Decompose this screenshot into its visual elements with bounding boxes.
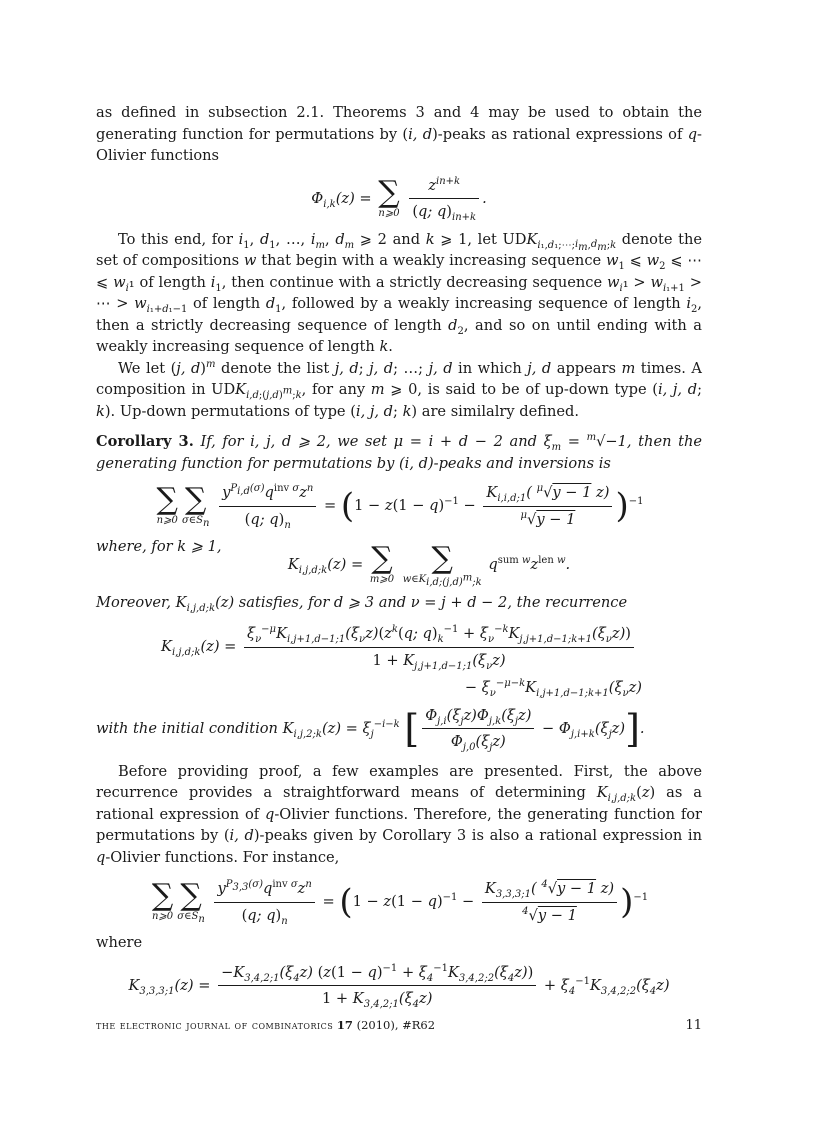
where-text: where, for k ⩾ 1, [96, 538, 222, 555]
journal-volume: 17 [336, 1018, 353, 1032]
where2-text: where [96, 934, 143, 951]
equation-k3331: $K_{3,3,3;1}(z)$ = $\frac{-K_{3,4,2;1}(\xi_4z) (z(1 - q)^{-1} + \xi_4^{-1}K_{3,4,2;2}(\xi_4z))}{1 + K_{3,4,2;1}(\xi_4z)}$ + $\xi_4^{-1}K_{3,4,2;2}(\xi_4z)$ [128, 962, 670, 1010]
paragraph-definition: To this end, for $i_1$, $d_1$, …, $i_m$, $d_m$ ⩾ 2 and k ⩾ 1, let $UDK_{i_1,d_1;\cdots;i_m,d_m;k}$ denote the set of compositions w that begin with a weakly increasing sequence $w_1$ ⩽ $w_2$ ⩽ ⋯ ⩽ $w_i_1$ of length $i_1$, then continue with a strictly decreasing sequence $w_i_1 > w_{i_1+1}$ > ⋯ > $w_{i_1+d_1-1}$ of length $d_1$, followed by a weakly increasing sequence of length $i_2$, then a strictly decreasing sequence of length $d_2$, and so on until ending with a weakly increasing sequence of length k. [96, 230, 703, 355]
journal-year-article: (2010), #R62 [356, 1018, 436, 1032]
equation-recurrence-tail: − $\xi_\nu^{-\mu-k}K_{i,j+1,d-1;k+1}(\xi_\nu z)$ [464, 678, 642, 699]
equation-example: ∑ n⩾0 ∑ $\sigma\in S_n$ $\frac{y^{P_{3,3}(\sigma)}q^{inv \sigma}z^n}{(q; q)_n}$ = ($1 - z(1 - q)^{-1}$ − $\frac{K_{3,3,3;1}( ^4√y - 1 z)}{^4√y - 1}$ )$^{-1}$ [151, 878, 649, 927]
equation-generating-function: ∑ n⩾0 ∑ $\sigma\in S_n$ $\frac{y^{P_{i,d}(\sigma)}q^{inv \sigma}z^n}{(q; q)_n}$ = ($1 - z(1 - q)^{-1}$ − $\frac{K_{i,i,d;1}( ^\mu√y - 1 z)}{^\mu√y - 1}$ )$^{-1}$ [156, 482, 644, 531]
initial-condition: with the initial condition $K_{i,j,2;k}(z) = \xi_j^{-i-k}$ [ $\frac{\Phi_{j,i}(\xi_jz)\Phi_{j,k}(\xi_jz)}{\Phi_{j,0}(\xi_jz)}$ − $\Phi_{j,i+k}(\xi_jz)$]. [96, 706, 645, 753]
page-footer [96, 1018, 702, 1032]
corollary-3: Corollary 3. If, for i, j, d ⩾ 2, we set μ = i + d − 2 and $\xi_m = ^m√-1$, then the generating function for permutations by (i, d)-peaks and inversions is [96, 432, 703, 472]
equation-phi: $\Phi_{i,k}(z)$ = ∑ n⩾0 $\frac{z^{in+k}}{(q; q)_{in+k}}$ . [311, 174, 487, 223]
journal-name: the electronic journal of combinatorics [96, 1018, 334, 1032]
page-body [96, 102, 702, 1016]
page-number: 11 [685, 1018, 702, 1033]
moreover-text: Moreover, $K_{i,j,d;k}(z)$ satisfies, for d ⩾ 3 and ν = j + d − 2, the recurrence [96, 593, 628, 614]
paragraph-intro: as defined in subsection 2.1. Theorems 3 and 4 may be used to obtain the generating function for permutations by (i, d)-peaks as rational expressions of q-Olivier functions [96, 104, 702, 164]
paragraph-examples: Before providing proof, a few examples are presented. First, the above recurrence provides a straightforward means of determining $K_{i,j,d;k}(z)$ as a rational expression of q-Olivier functions. Therefore, the generating function for permutations by (i, d)-peaks given by Corollary 3 is also a rational expression in q-Olivier functions. For instance, [96, 762, 702, 866]
corollary-label: Corollary 3. [96, 433, 194, 450]
paragraph-list-notation: We let (j, d)$^m$ denote the list j, d; j, d; …; j, d in which j, d appears m times. A composition in $UDK_{i,d;(j,d)^m;k}$, for any m ⩾ 0, is said to be of up-down type (i, j, d; k). Up-down permutations of type (i, j, d; k) are similalry defined. [96, 358, 702, 420]
equation-k-definition: $K_{i,j,d;k}(z)$ = ∑ m⩾0 ∑ $w\in K_{i,d;(j,d)^m;k}$ $q^{sum w}z^{len w}$. [287, 540, 571, 588]
equation-recurrence: $K_{i,j,d;k}(z)$ = $\frac{\xi_\nu^{-\mu}K_{i,j+1,d-1;1}(\xi_\nu z)(z^k(q; q)_k^{-1} + \xi_\nu^{-k}K_{j,j+1,d-1;k+1}(\xi_\nu z))}{1 + K_{j,j+1,d-1;1}(\xi_\nu z)}$ [96, 623, 702, 671]
